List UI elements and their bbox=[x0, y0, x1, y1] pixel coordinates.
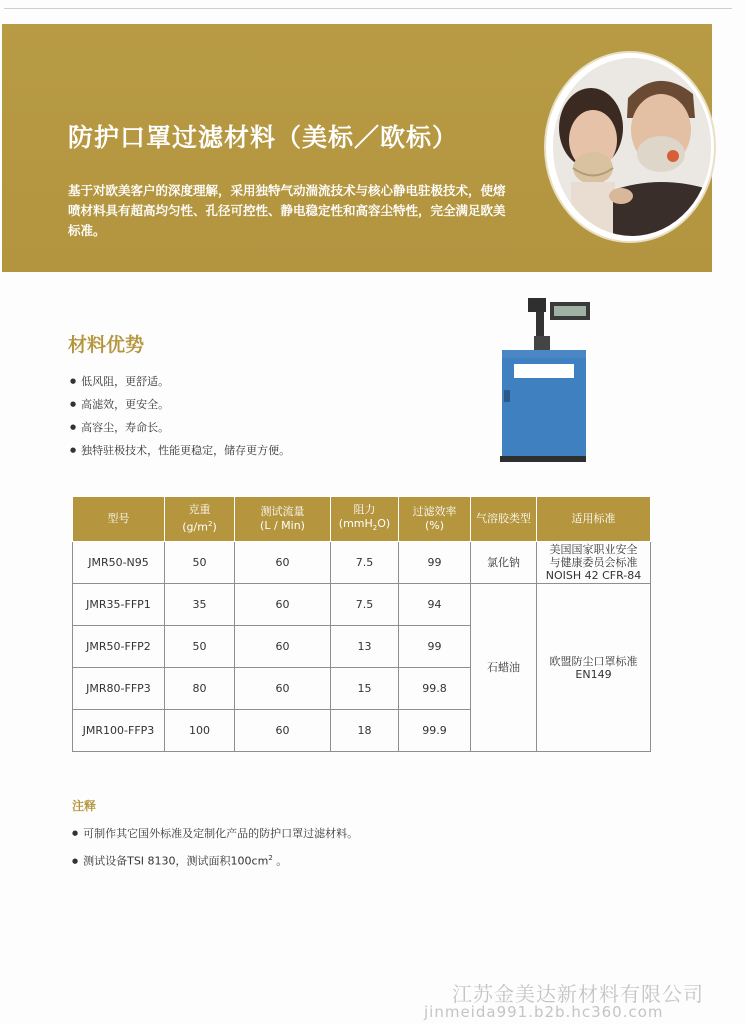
banner-description: 基于对欧美客户的深度理解，采用独特气动湍流技术与核心静电驻极技术，使熔喷材料具有超高均匀性、孔径可控性、静电稳定性和高容尘特性，完全满足欧美标准。 bbox=[68, 183, 506, 238]
list-item: ● 高滤效，更安全。 bbox=[70, 393, 290, 416]
col-weight: 克重 $(g/m^2)$ bbox=[165, 497, 235, 542]
cell-efficiency: 94 bbox=[399, 584, 471, 626]
cell-aerosol-nacl: 氯化钠 bbox=[471, 542, 537, 584]
spec-table bbox=[72, 496, 651, 752]
list-item: ● 可制作其它国外标准及定制化产品的防护口罩过滤材料。 bbox=[72, 821, 358, 846]
advantages-title: 材料优势 bbox=[68, 334, 145, 356]
cell-standard-eu: 欧盟防尘口罩标准 EN149 bbox=[537, 584, 651, 752]
cell-aerosol-oil: 石蜡油 bbox=[471, 584, 537, 752]
cell-flow: 60 bbox=[235, 668, 331, 710]
cell-weight: 50 bbox=[165, 626, 235, 668]
cell-resistance: 7.5 bbox=[331, 584, 399, 626]
cell-flow: 60 bbox=[235, 584, 331, 626]
top-edge-line bbox=[4, 8, 732, 9]
company-watermark: 江苏金美达新材料有限公司 bbox=[452, 982, 704, 1006]
cell-standard-us: 美国国家职业安全 与健康委员会标准 NOISH 42 CFR-84 bbox=[537, 542, 651, 584]
cell-efficiency: 99 bbox=[399, 626, 471, 668]
cell-flow: 60 bbox=[235, 542, 331, 584]
cell-model: JMR100-FFP3 bbox=[73, 710, 165, 752]
list-item: ● 测试设备TSI 8130，测试面积$100cm^2$ 。 bbox=[72, 846, 358, 874]
url-watermark: jinmeida991.b2b.hc360.com bbox=[424, 1003, 664, 1021]
table-row bbox=[73, 584, 651, 626]
cell-model: JMR35-FFP1 bbox=[73, 584, 165, 626]
cell-weight: 35 bbox=[165, 584, 235, 626]
cell-model: JMR80-FFP3 bbox=[73, 668, 165, 710]
masked-couple-photo-icon bbox=[553, 58, 711, 236]
cell-efficiency: 99.9 bbox=[399, 710, 471, 752]
list-item: ● 高容尘，寿命长。 bbox=[70, 416, 290, 439]
table-header-row bbox=[73, 497, 651, 542]
list-item: ● 低风阻，更舒适。 bbox=[70, 370, 290, 393]
col-efficiency: 过滤效率 (%) bbox=[399, 497, 471, 542]
cell-weight: 100 bbox=[165, 710, 235, 752]
cell-weight: 80 bbox=[165, 668, 235, 710]
cell-resistance: 15 bbox=[331, 668, 399, 710]
cell-resistance: 7.5 bbox=[331, 542, 399, 584]
col-aerosol: 气溶胶类型 bbox=[471, 497, 537, 542]
advantages-list bbox=[70, 370, 290, 462]
list-item: ● 独特驻极技术，性能更稳定，储存更方便。 bbox=[70, 439, 290, 462]
col-model: 型号 bbox=[73, 497, 165, 542]
cell-efficiency: 99.8 bbox=[399, 668, 471, 710]
cell-model: JMR50-N95 bbox=[73, 542, 165, 584]
filter-tester-machine-icon bbox=[500, 296, 590, 462]
cell-flow: 60 bbox=[235, 710, 331, 752]
cell-resistance: 18 bbox=[331, 710, 399, 752]
table-row bbox=[73, 542, 651, 584]
page-title: 防护口罩过滤材料（美标／欧标） bbox=[68, 123, 459, 152]
cell-weight: 50 bbox=[165, 542, 235, 584]
cell-efficiency: 99 bbox=[399, 542, 471, 584]
photo-illustration bbox=[553, 58, 711, 236]
notes-title: 注释 bbox=[72, 799, 97, 813]
cell-flow: 60 bbox=[235, 626, 331, 668]
notes-list bbox=[72, 821, 358, 874]
col-flow: 测试流量 (L / Min) bbox=[235, 497, 331, 542]
col-resistance: 阻力 (mmH$_2$O) bbox=[331, 497, 399, 542]
col-standard: 适用标准 bbox=[537, 497, 651, 542]
cell-resistance: 13 bbox=[331, 626, 399, 668]
cell-model: JMR50-FFP2 bbox=[73, 626, 165, 668]
